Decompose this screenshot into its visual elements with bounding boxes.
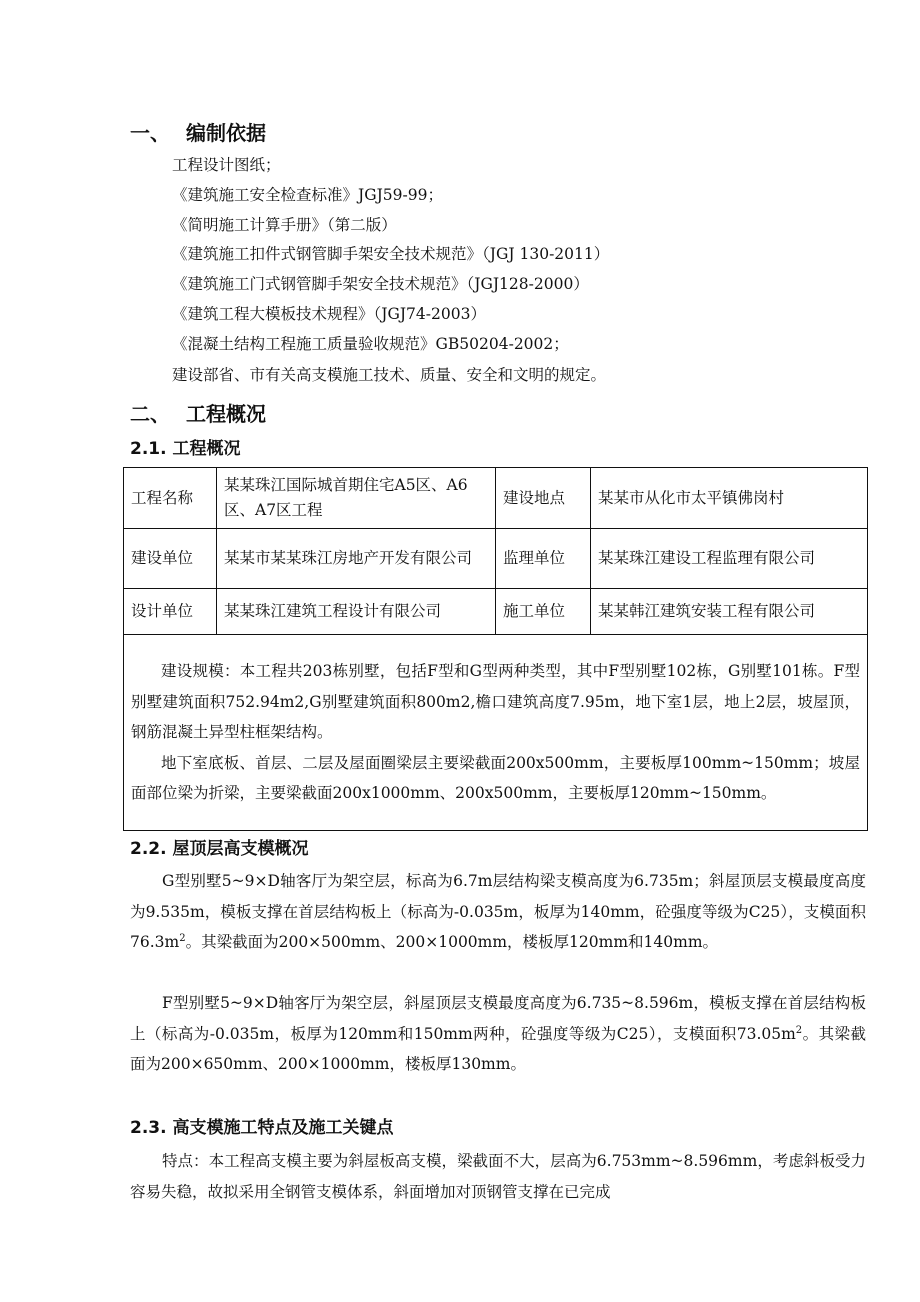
basis-item-5: 《建筑施工门式钢管脚手架安全技术规范》（JGJ128-2000）: [172, 275, 589, 293]
section-2-number: 二、: [130, 402, 170, 426]
roof-g-superscript: 2: [179, 932, 186, 944]
section-1-number: 一、: [130, 121, 170, 145]
roof-f-tail: 。其梁截面为200×650mm、200×1000mm，楼板厚130mm。: [130, 1024, 866, 1073]
table-row: [124, 468, 868, 529]
basis-item-3: 《简明施工计算手册》（第二版）: [172, 216, 397, 234]
project-info-table: [123, 467, 868, 831]
label-project-name: 工程名称: [124, 468, 217, 529]
section-2-heading: [130, 398, 266, 427]
table-row: [124, 529, 868, 589]
label-site: 建设地点: [496, 468, 591, 529]
basis-item-7: 《混凝土结构工程施工质量验收规范》GB50204-2002；: [172, 335, 569, 353]
value-designer: 某某珠江建筑工程设计有限公司: [217, 589, 496, 635]
value-developer: 某某市某某珠江房地产开发有限公司: [217, 529, 496, 589]
section-1-title: 编制依据: [186, 121, 266, 145]
table-row: [124, 635, 868, 831]
subsection-2-2-heading: 2.2. 屋顶层高支模概况: [130, 839, 309, 859]
basis-item-1: 工程设计图纸；: [172, 156, 281, 174]
basis-item-8: 建设部省、市有关高支模施工技术、质量、安全和文明的规定。: [172, 366, 607, 384]
roof-f-paragraph: [130, 988, 866, 1080]
scale-paragraph-1: 建设规模：本工程共203栋别墅，包括F型和G型两种类型，其中F型别墅102栋，G别墅101栋。F型别墅建筑面积752.94m2,G别墅建筑面积800m2,檐口建筑高度7.95m，地下室1层，地上2层，坡屋顶，钢筋混凝土异型柱框架结构。: [131, 662, 860, 742]
value-supervisor: 某某珠江建设工程监理有限公司: [591, 529, 868, 589]
basis-item-2: 《建筑施工安全检查标准》JGJ59-99；: [172, 186, 443, 204]
section-2-title: 工程概况: [186, 402, 266, 426]
basis-item-4: 《建筑施工扣件式钢管脚手架安全技术规范》（JGJ 130-2011）: [172, 245, 610, 263]
section-1-heading: [130, 117, 266, 146]
value-project-name: 某某珠江国际城首期住宅A5区、A6区、A7区工程: [217, 468, 496, 529]
scale-description-cell: [124, 635, 868, 831]
label-contractor: 施工单位: [496, 589, 591, 635]
scale-paragraph-2: 地下室底板、首层、二层及屋面圈梁层主要梁截面200x500mm，主要板厚100mm~150mm；坡屋面部位梁为折梁，主要梁截面200x1000mm、200x500mm，主要板厚120mm~150mm。: [131, 753, 860, 803]
roof-g-paragraph: [130, 866, 866, 958]
features-paragraph: 特点：本工程高支模主要为斜屋板高支模，梁截面不大，层高为6.753mm~8.596mm，考虑斜板受力容易失稳，故拟采用全钢管支模体系，斜面增加对顶钢管支撑在已完成: [130, 1152, 866, 1201]
label-designer: 设计单位: [124, 589, 217, 635]
roof-g-text: G型别墅5~9×D轴客厅为架空层，标高为6.7m层结构梁支模高度为6.735m；斜屋顶层支模最度高度为9.535m，模板支撑在首层结构板上（标高为-0.035m，板厚为140mm，砼强度等级为C25），支模面积76.3m: [130, 872, 866, 951]
roof-f-superscript: 2: [795, 1024, 803, 1036]
roof-f-text: F型别墅5~9×D轴客厅为架空层，斜屋顶层支模最度高度为6.735~8.596m，模板支撑在首层结构板上（标高为-0.035m，板厚为120mm和150mm两种，砼强度等级为C25），支模面积73.05m: [130, 994, 866, 1043]
table-row: [124, 589, 868, 635]
subsection-2-1-heading: 2.1. 工程概况: [130, 439, 241, 459]
roof-g-tail: 。其梁截面为200×500mm、200×1000mm，楼板厚120mm和140mm。: [185, 933, 719, 951]
subsection-2-3-heading: 2.3. 高支模施工特点及施工关键点: [130, 1118, 394, 1138]
basis-item-6: 《建筑工程大模板技术规程》（JGJ74-2003）: [172, 305, 486, 323]
value-site: 某某市从化市太平镇佛岗村: [591, 468, 868, 529]
value-contractor: 某某韩江建筑安装工程有限公司: [591, 589, 868, 635]
label-supervisor: 监理单位: [496, 529, 591, 589]
label-developer: 建设单位: [124, 529, 217, 589]
